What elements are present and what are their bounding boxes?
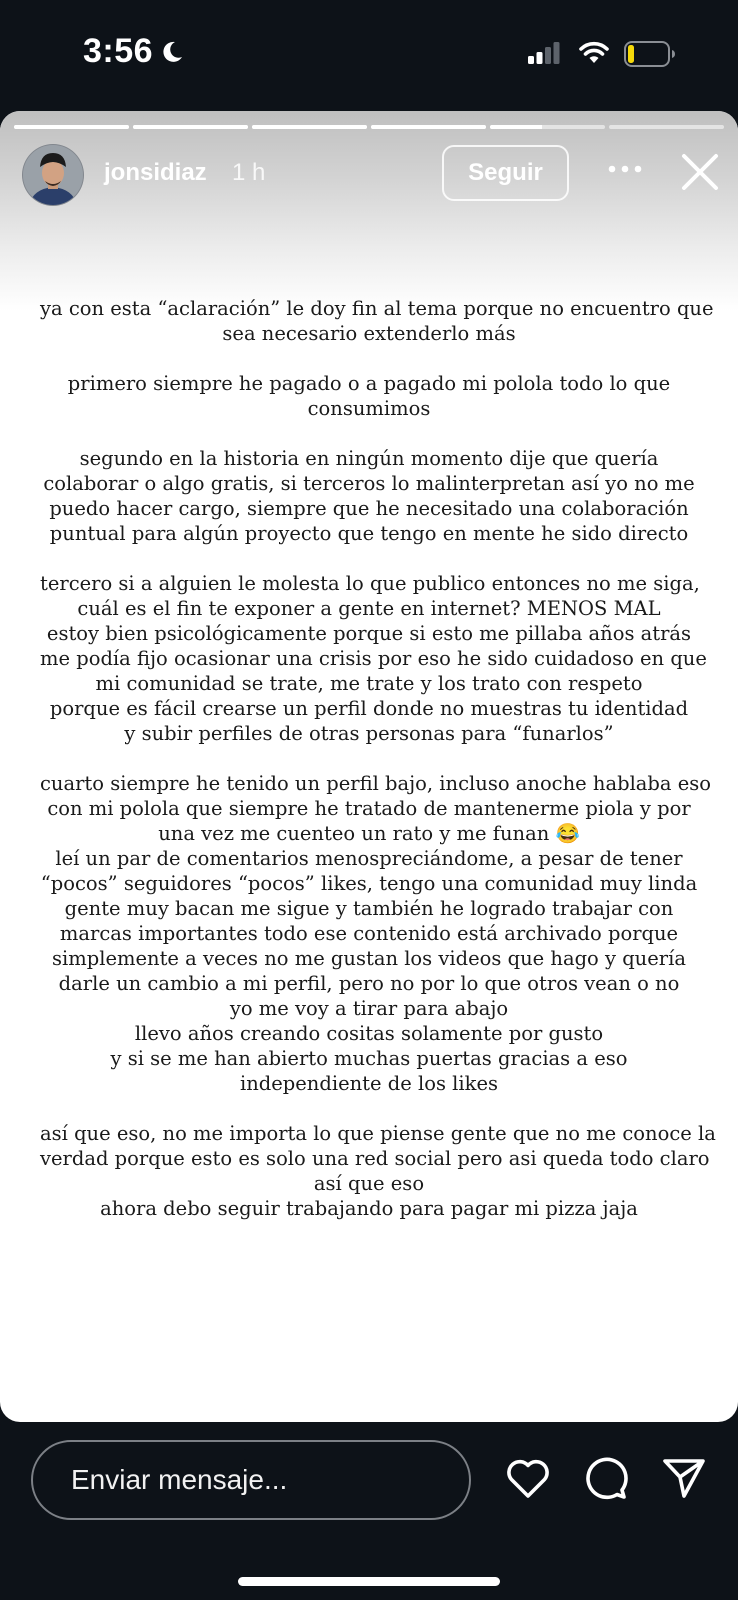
message-input[interactable] xyxy=(31,1440,471,1520)
close-icon[interactable] xyxy=(681,153,719,191)
story-line: puntual para algún proyecto que tengo en mente he sido directo xyxy=(49,522,689,545)
story-line: estoy bien psicológicamente porque si esto me pillaba años atrás xyxy=(46,622,692,645)
story-line: yo me voy a tirar para abajo xyxy=(229,997,509,1020)
story-line: ya con esta “aclaración” le doy fin al tema porque no encuentro que xyxy=(40,297,714,320)
story-line: tercero si a alguien le molesta lo que publico entonces no me siga, xyxy=(40,572,700,595)
story-line: una vez me cuenteo un rato y me funan 😂 xyxy=(158,822,580,845)
story-line: y si se me han abierto muchas puertas gracias a eso xyxy=(110,1047,628,1070)
story-line: cuarto siempre he tenido un perfil bajo, incluso anoche hablaba eso xyxy=(40,772,712,795)
follow-button[interactable]: Seguir xyxy=(442,145,569,201)
more-icon[interactable] xyxy=(608,165,642,173)
story-line: sea necesario extenderlo más xyxy=(222,322,516,345)
story-line: así que eso, no me importa lo que piense gente que no me conoce la xyxy=(40,1122,716,1145)
story-line: consumimos xyxy=(307,397,431,420)
story-line: simplemente a veces no me gustan los videos que hago y quería xyxy=(52,947,686,970)
progress-fill xyxy=(371,125,486,129)
story-line: así que eso xyxy=(313,1172,425,1195)
story-line: mi comunidad se trate, me trate y los trato con respeto xyxy=(95,672,643,695)
story-line: me podía fijo ocasionar una crisis por eso he sido cuidadoso en que xyxy=(40,647,707,670)
progress-fill xyxy=(14,125,129,129)
story-line: llevo años creando cositas solamente por gusto xyxy=(134,1022,604,1045)
story-line: darle un cambio a mi perfil, pero no por lo que otros vean o no xyxy=(58,972,680,995)
story-line: cuál es el fin te exponer a gente en internet? MENOS MAL xyxy=(77,597,661,620)
battery-icon xyxy=(624,41,676,67)
comment-icon[interactable] xyxy=(584,1456,628,1500)
story-line: con mi polola que siempre he tratado de mantenerme piola y por xyxy=(47,797,691,820)
story-line: y subir perfiles de otras personas para “funarlos” xyxy=(124,722,614,745)
progress-fill xyxy=(490,125,542,129)
story-line: verdad porque esto es solo una red social pero asi queda todo claro xyxy=(40,1147,710,1170)
avatar-image xyxy=(23,145,83,205)
progress-segment xyxy=(609,125,724,129)
story-line: ahora debo seguir trabajando para pagar mi pizza jaja xyxy=(100,1197,638,1220)
story-text xyxy=(40,296,716,1246)
story-line: colaborar o algo gratis, si terceros lo malinterpretan así yo no me xyxy=(43,472,695,495)
story-paragraph xyxy=(40,571,707,746)
progress-fill xyxy=(252,125,367,129)
story-line: independiente de los likes xyxy=(239,1072,499,1095)
time-ago: 1 h xyxy=(232,159,266,186)
story-paragraph xyxy=(40,446,698,546)
story-paragraph xyxy=(40,1121,716,1221)
story-line: porque es fácil crearse un perfil donde no muestras tu identidad xyxy=(49,697,689,720)
progress-fill xyxy=(133,125,248,129)
story-paragraph xyxy=(40,296,714,346)
story-card[interactable] xyxy=(0,111,738,1422)
story-paragraph xyxy=(40,771,712,1096)
story-paragraph xyxy=(40,371,698,421)
heart-icon[interactable] xyxy=(505,1456,551,1500)
wifi-icon xyxy=(578,40,610,64)
story-line: leí un par de comentarios menospreciándome, a pesar de tener xyxy=(55,847,683,870)
home-indicator xyxy=(238,1577,500,1586)
progress-segment xyxy=(371,125,486,129)
story-header-gradient xyxy=(0,111,738,311)
avatar[interactable] xyxy=(22,144,84,206)
signal-icon xyxy=(528,42,560,64)
story-line: “pocos” seguidores “pocos” likes, tengo una comunidad muy linda xyxy=(40,872,698,895)
story-line: puedo hacer cargo, siempre que he necesitado una colaboración xyxy=(49,497,689,520)
status-bar xyxy=(0,0,738,110)
story-progress-bars xyxy=(14,125,724,129)
moon-icon xyxy=(160,40,184,64)
story-line: segundo en la historia en ningún momento dije que quería xyxy=(79,447,659,470)
story-line: gente muy bacan me sigue y también he logrado trabajar con xyxy=(64,897,674,920)
progress-segment xyxy=(252,125,367,129)
send-icon[interactable] xyxy=(662,1456,706,1500)
story-line: marcas importantes todo ese contenido está archivado porque xyxy=(59,922,679,945)
status-time: 3:56 xyxy=(83,32,154,70)
story-line: primero siempre he pagado o a pagado mi polola todo lo que xyxy=(67,372,671,395)
progress-segment xyxy=(14,125,129,129)
username[interactable]: jonsidiaz xyxy=(104,159,207,186)
progress-segment xyxy=(490,125,605,129)
progress-segment xyxy=(133,125,248,129)
